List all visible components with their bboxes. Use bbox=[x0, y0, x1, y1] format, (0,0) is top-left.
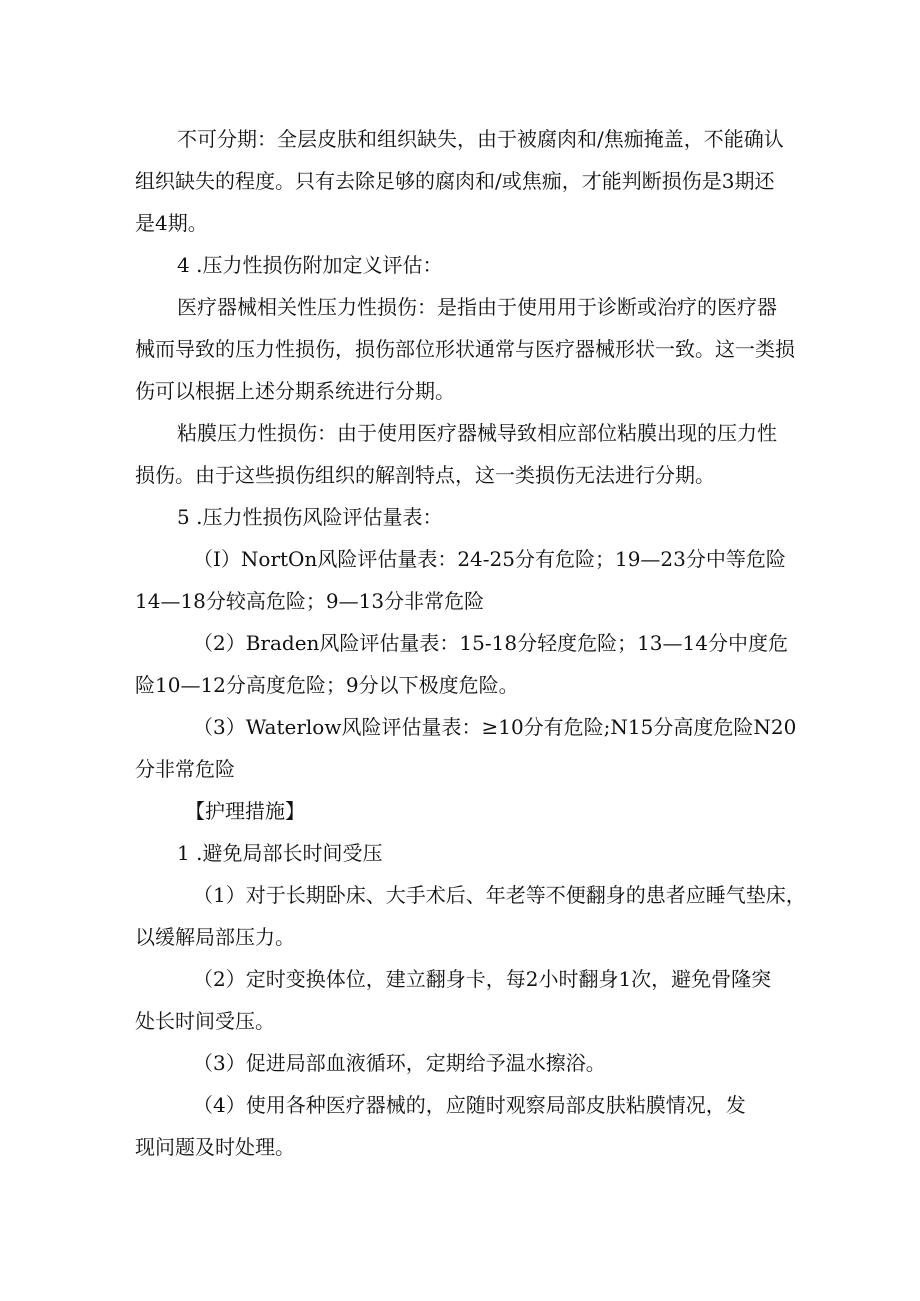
text-line: 是4期。 bbox=[135, 211, 208, 235]
text-line: 伤可以根据上述分期系统进行分期。 bbox=[135, 379, 455, 403]
measure-1-item-3 bbox=[135, 1042, 795, 1084]
text-line: 不可分期：全层皮肤和组织缺失，由于被腐肉和/焦痂掩盖，不能确认 bbox=[177, 127, 784, 151]
text-line: 以缓解局部压力。 bbox=[135, 925, 295, 949]
text-line: 分非常危险 bbox=[135, 757, 235, 781]
mucosal-paragraph bbox=[135, 412, 795, 496]
text-line: 4 .压力性损伤附加定义评估： bbox=[177, 253, 443, 277]
text-line: 5 .压力性损伤风险评估量表： bbox=[177, 505, 443, 529]
device-related-paragraph bbox=[135, 286, 795, 412]
text-line: （3）Waterlow风险评估量表：≥10分有危险;N15分高度危险N20 bbox=[193, 715, 797, 739]
norton-scale-paragraph bbox=[135, 538, 795, 622]
text-line: （4）使用各种医疗器械的，应随时观察局部皮肤粘膜情况，发 bbox=[193, 1093, 746, 1117]
text-line: 医疗器械相关性压力性损伤：是指由于使用用于诊断或治疗的医疗器 bbox=[177, 295, 777, 319]
text-line: 组织缺失的程度。只有去除足够的腐肉和/或焦痂，才能判断损伤是3期还 bbox=[135, 169, 775, 193]
measure-1-title bbox=[135, 832, 795, 874]
waterlow-scale-paragraph bbox=[135, 706, 795, 790]
text-line: （3）促进局部血液循环，定期给予温水擦浴。 bbox=[193, 1051, 606, 1075]
text-line: （1）对于长期卧床、大手术后、年老等不便翻身的患者应睡气垫床， bbox=[193, 883, 806, 907]
text-line: 械而导致的压力性损伤，损伤部位形状通常与医疗器械形状一致。这一类损 bbox=[135, 337, 795, 361]
text-line: 险10—12分高度危险；9分以下极度危险。 bbox=[135, 673, 519, 697]
measure-1-item-2 bbox=[135, 958, 795, 1042]
section-4-title bbox=[135, 244, 795, 286]
text-line: （I）NortOn风险评估量表：24-25分有危险；19—23分中等危险 bbox=[193, 547, 786, 571]
text-line: 【护理措施】 bbox=[185, 799, 305, 823]
text-line: （2）定时变换体位，建立翻身卡，每2小时翻身1次，避免骨隆突 bbox=[193, 967, 772, 991]
measure-1-item-4 bbox=[135, 1084, 795, 1168]
text-line: 14—18分较高危险；9—13分非常危险 bbox=[135, 589, 485, 613]
measure-1-item-1 bbox=[135, 874, 806, 958]
text-line: 处长时间受压。 bbox=[135, 1009, 275, 1033]
text-line: 1 .避免局部长时间受压 bbox=[177, 841, 383, 865]
section-5-title bbox=[135, 496, 795, 538]
text-line: 损伤。由于这些损伤组织的解剖特点，这一类损伤无法进行分期。 bbox=[135, 463, 715, 487]
unstaged-paragraph bbox=[135, 118, 795, 244]
text-line: （2）Braden风险评估量表：15-18分轻度危险；13—14分中度危 bbox=[193, 631, 788, 655]
text-line: 现问题及时处理。 bbox=[135, 1135, 295, 1159]
text-line: 粘膜压力性损伤：由于使用医疗器械导致相应部位粘膜出现的压力性 bbox=[177, 421, 777, 445]
braden-scale-paragraph bbox=[135, 622, 795, 706]
nursing-measures-heading bbox=[135, 790, 795, 832]
